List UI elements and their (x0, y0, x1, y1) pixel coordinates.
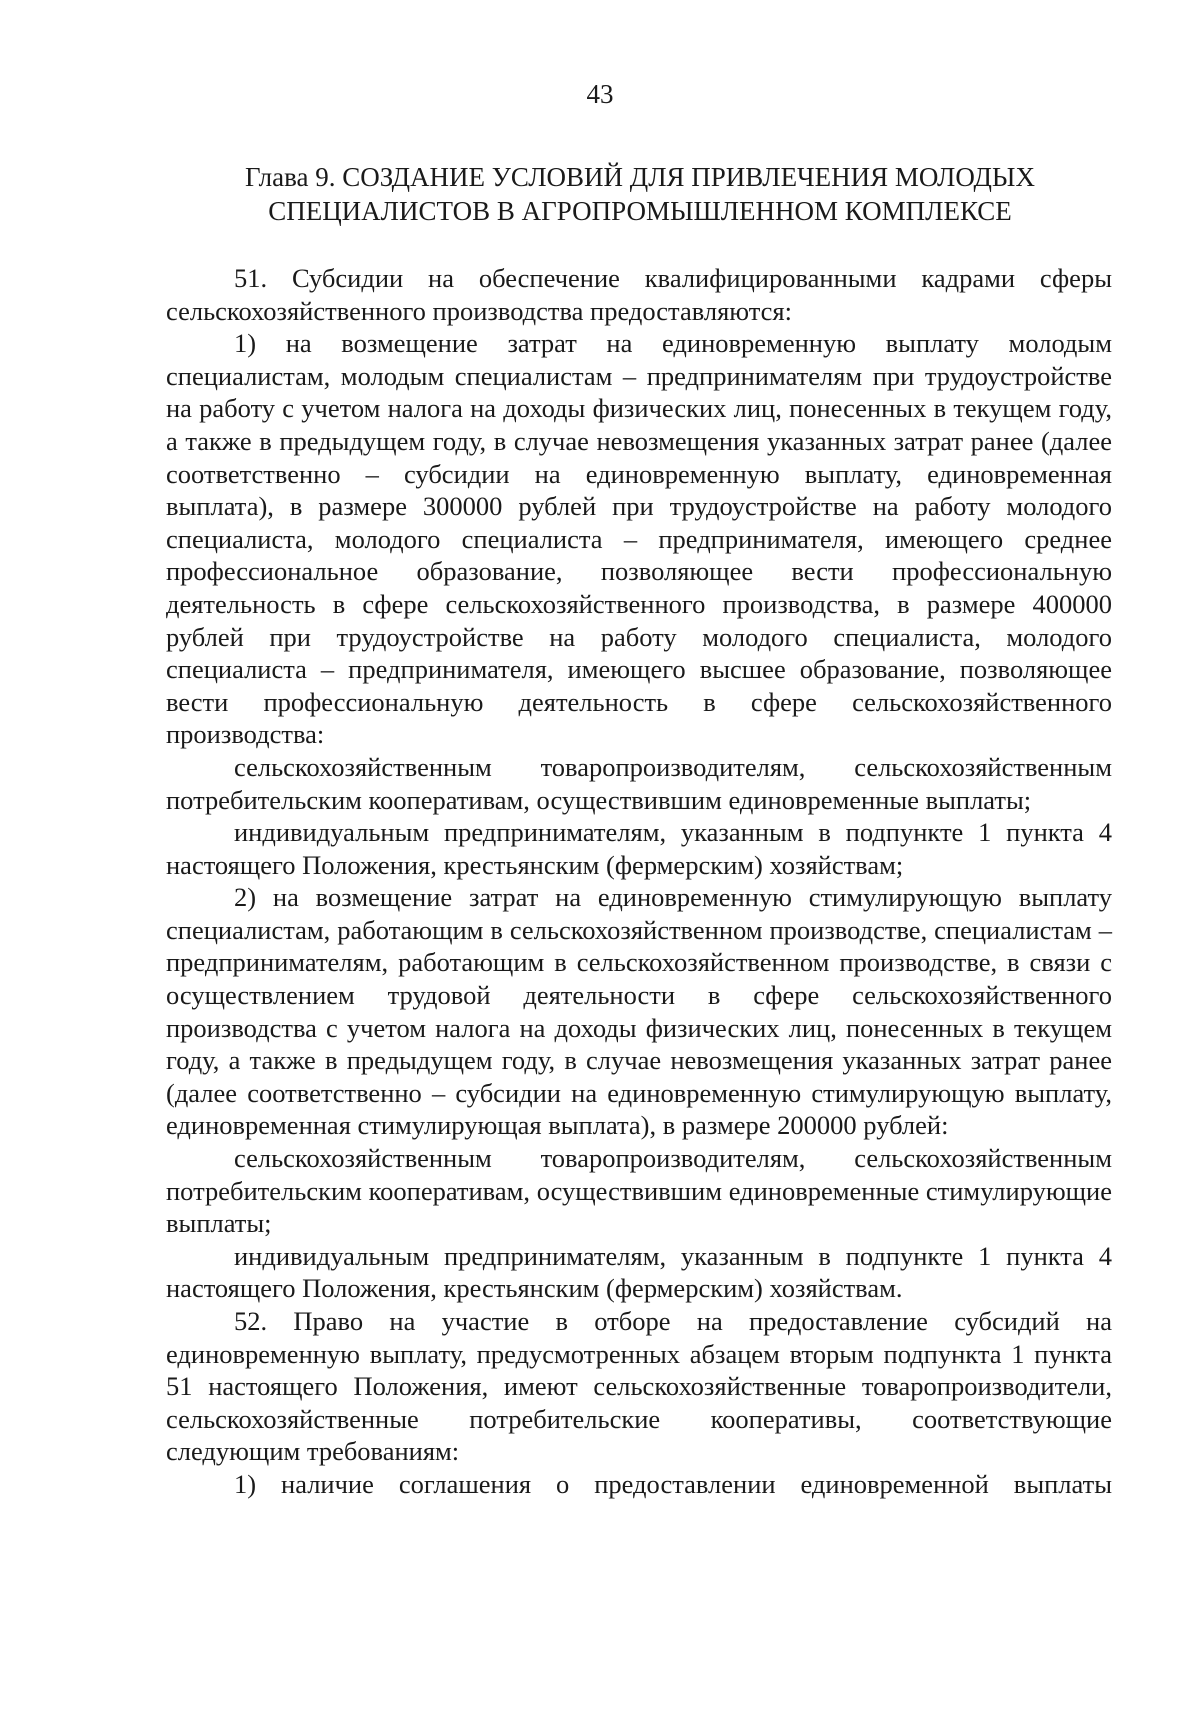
paragraph-51-item-1: 1) на возмещение затрат на единовременную выплату молодым специалистам, молодым специалистам – предпринимателям при трудоустройстве на работу с учетом налога на доходы физических лиц, понесенных в текущем году, а также в предыдущем году, в случае невозмещения указанных затрат ранее (далее соответственно – субсидии на единовременную выплату, единовременная выплата), в размере 300000 рублей при трудоустройстве на работу молодого специалиста, молодого специалиста – предпринимателя, имеющего среднее профессиональное образование, позволяющее вести профессиональную деятельность в сфере сельскохозяйственного производства, в размере 400000 рублей при трудоустройстве на работу молодого специалиста, молодого специалиста – предпринимателя, имеющего высшее образование, позволяющее вести профессиональную деятельность в сфере сельскохозяйственного производства: (166, 328, 1112, 750)
paragraph-51-item-1-recipients-a: сельскохозяйственным товаропроизводителям, сельскохозяйственным потребительским кооперативам, осуществившим единовременные выплаты; (166, 751, 1112, 815)
chapter-title-line-1: Глава 9. СОЗДАНИЕ УСЛОВИЙ ДЛЯ ПРИВЛЕЧЕНИЯ МОЛОДЫХ (245, 162, 1035, 192)
page-number: 43 (586, 79, 614, 109)
paragraph-51-item-2: 2) на возмещение затрат на единовременную стимулирующую выплату специалистам, работающим в сельскохозяйственном производстве, специалистам – предпринимателям, работающим в сельскохозяйственном производстве, в связи с осуществлением трудовой деятельности в сфере сельскохозяйственного производства с учетом налога на доходы физических лиц, понесенных в текущем году, а также в предыдущем году, в случае невозмещения указанных затрат ранее (далее соответственно – субсидии на единовременную стимулирующую выплату, единовременная стимулирующая выплата), в размере 200000 рублей: (166, 882, 1112, 1141)
paragraph-51-intro: 51. Субсидии на обеспечение квалифицированными кадрами сферы сельскохозяйственного производства предоставляются: (166, 263, 1112, 326)
chapter-title (160, 160, 1120, 228)
chapter-title-line-2: СПЕЦИАЛИСТОВ В АГРОПРОМЫШЛЕННОМ КОМПЛЕКСЕ (268, 196, 1012, 226)
paragraph-51-item-1-recipients-b: индивидуальным предпринимателям, указанным в подпункте 1 пункта 4 настоящего Положения, крестьянским (фермерским) хозяйствам; (166, 817, 1112, 880)
document-body (166, 262, 1112, 1501)
paragraph-52-intro: 52. Право на участие в отборе на предоставление субсидий на единовременную выплату, предусмотренных абзацем вторым подпункта 1 пункта 51 настоящего Положения, имеют сельскохозяйственные товаропроизводители, сельскохозяйственные потребительские кооперативы, соответствующие следующим требованиям: (166, 1306, 1112, 1467)
paragraph-51-item-2-recipients-b: индивидуальным предпринимателям, указанным в подпункте 1 пункта 4 настоящего Положения, крестьянским (фермерским) хозяйствам. (166, 1240, 1112, 1304)
paragraph-51-item-2-recipients-a: сельскохозяйственным товаропроизводителям, сельскохозяйственным потребительским кооперативам, осуществившим единовременные стимулирующие выплаты; (166, 1143, 1112, 1239)
paragraph-52-item-1: 1) наличие соглашения о предоставлении единовременной выплаты (234, 1468, 1112, 1499)
